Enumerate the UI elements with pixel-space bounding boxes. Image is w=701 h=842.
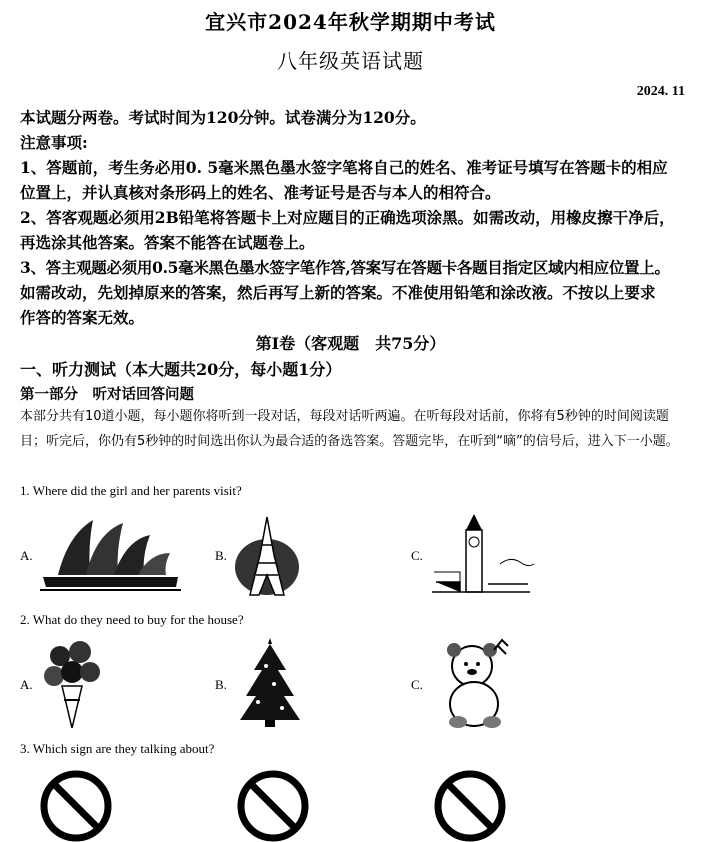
- teddy-bear-icon: [436, 636, 516, 730]
- sydney-opera-house-icon: [38, 515, 183, 595]
- prohibition-sign-icon: [40, 770, 112, 842]
- prohibition-sign-icon: [434, 770, 506, 842]
- question-2-text: 2. What do they need to buy for the house?: [20, 612, 244, 627]
- eiffel-tower-icon: [232, 515, 302, 597]
- question-1-text: 1. Where did the girl and her parents visit?: [20, 483, 242, 498]
- note-1-line-1: 1、答题前，考生务必用0. 5毫米黑色墨水签字笔将自己的姓名、准考证号填写在答题卡的相应: [20, 158, 668, 177]
- notes-heading: 注意事项:: [20, 133, 88, 152]
- note-1-line-2: 位置上，并认真核对条形码上的姓名、准考证号是否与本人的相符合。: [20, 183, 501, 202]
- q2-option-a-label[interactable]: A.: [20, 677, 33, 692]
- listening-title: 一、听力测试（本大题共20分，每小题1分）: [20, 360, 342, 379]
- part1-title: 第一部分 听对话回答问题: [20, 386, 194, 403]
- part1-instructions: 本部分共有10道小题，每小题你将听到一段对话，每段对话听两遍。在听每段对话前，你将有5秒钟的时间阅读题目；听完后，你仍有5秒钟的时间选出你认为最合适的备选答案。答题完毕，在听到“嘀”的信号后，进入下一小题。: [20, 409, 679, 449]
- note-2-line-2: 再选涂其他答案。答案不能答在试题卷上。: [20, 233, 315, 252]
- big-ben-london-icon: [430, 512, 535, 600]
- q2-option-c-label[interactable]: C.: [411, 677, 423, 692]
- christmas-tree-icon: [236, 636, 304, 728]
- q2-option-b-label[interactable]: B.: [215, 677, 227, 692]
- q1-option-a-label[interactable]: A.: [20, 548, 33, 563]
- notes-intro: 本试题分两卷。考试时间为120分钟。试卷满分为120分。: [20, 108, 426, 127]
- flower-bouquet-icon: [42, 638, 102, 730]
- exam-title: 宜兴市2024年秋学期期中考试: [205, 10, 496, 34]
- note-3-line-2: 如需改动，先划掉原来的答案，然后再写上新的答案。不准使用铅笔和涂改液。不按以上要求: [20, 283, 656, 302]
- note-2-line-1: 2、答客观题必须用2B铅笔将答题卡上对应题目的正确选项涂黑。如需改动，用橡皮擦干净后，: [20, 208, 675, 227]
- volume-title: 第Ⅰ卷（客观题 共75分）: [255, 334, 446, 353]
- note-3-line-3: 作答的答案无效。: [20, 308, 145, 327]
- note-3-line-1: 3、答主观题必须用0.5毫米黑色墨水签字笔作答,答案写在答题卡各题目指定区域内相应位置上。: [20, 258, 670, 277]
- q1-option-b-label[interactable]: B.: [215, 548, 227, 563]
- exam-date: 2024. 11: [636, 84, 685, 99]
- q1-option-c-label[interactable]: C.: [411, 548, 423, 563]
- exam-subtitle: 八年级英语试题: [277, 49, 424, 73]
- question-3-text: 3. Which sign are they talking about?: [20, 741, 215, 756]
- prohibition-sign-icon: [237, 770, 309, 842]
